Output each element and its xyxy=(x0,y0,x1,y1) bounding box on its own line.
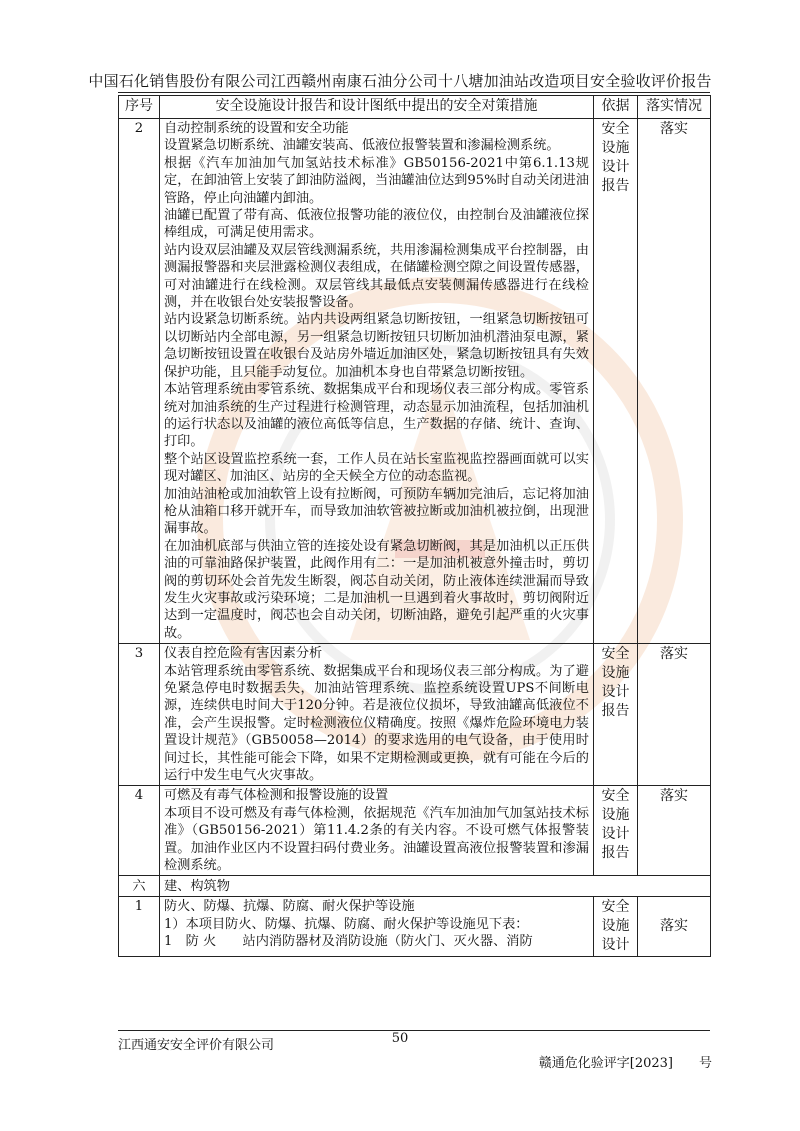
document-number: 赣通危化验评字[2023] 号 xyxy=(538,1056,712,1071)
table-header-row xyxy=(119,96,711,119)
paragraph: 1 防 火 站内消防器材及消防设施（防火门、灭火器、消防 xyxy=(164,934,533,950)
col-header-basis: 依据 xyxy=(594,96,638,119)
paragraph: 本项目不设可燃及有毒气体检测，依据规范《汽车加油加气加氢站技术标准》（GB50156-2021）第11.4.2条的有关内容。不设可燃气体报警装置。加油作业区内不设置扫码付费业务。油罐设置高液位报警装置和渗漏检测系统。 xyxy=(164,805,589,874)
table-row xyxy=(119,786,711,876)
table-row xyxy=(119,897,711,957)
row-number: 4 xyxy=(119,786,160,876)
col-header-measures: 安全设施设计报告和设计图纸中提出的安全对策措施 xyxy=(160,96,594,119)
paragraph: 设置紧急切断系统、油罐安装高、低液位报警装置和渗漏检测系统。 xyxy=(164,138,560,154)
table-row xyxy=(119,119,711,644)
safety-measures-table xyxy=(118,95,711,957)
paragraph: 在加油机底部与供油立管的连接处设有紧急切断阀，其是加油机以正压供油的可靠油路保护装置，此阀作用有二：一是加油机被意外撞击时，剪切阀的剪切环处会首先发生断裂，阀芯自动关闭，防止液体连续泄漏而导致发生火灾事故或污染环境；二是加油机一旦遇到着火事故时，剪切阀附近达到一定温度时，阀芯也会自动关闭，切断油路，避免引起严重的火灾事故。 xyxy=(164,538,589,641)
paragraph: 本站管理系统由零管系统、数据集成平台和现场仪表三部分构成。为了避免紧急停电时数据丢失，加油站管理系统、监控系统设置UPS不间断电源，连续供电时间大于120分钟。若是液位仪损坏，导致油罐高低液位不准，会产生误报警。定时检测液位仪精确度。按照《爆炸危险环境电力装置设计规范》（GB50058—2014）的要求选用的电气设备，由于使用时间过长，其性能可能会下降，如果不定期检测或更换，就有可能在今后的运行中发生电气火灾事故。 xyxy=(164,663,589,784)
status-cell: 落实 xyxy=(638,119,711,644)
col-header-no: 序号 xyxy=(119,96,160,119)
basis-cell: 安全设施设计 xyxy=(594,897,638,957)
paragraph: 自动控制系统的设置和安全功能 xyxy=(164,121,349,136)
footer-company: 江西通安安全评价有限公司 xyxy=(118,1038,275,1053)
paragraph: 根据《汽车加油加气加氢站技术标准》GB50156-2021中第6.1.13规定，在卸油管上安装了卸油防溢阀，当油罐油位达到95%时自动关闭进油管路，停止向油罐内卸油。 xyxy=(164,155,589,206)
page-header-title: 中国石化销售股份有限公司江西赣州南康石油分公司十八塘加油站改造项目安全验收评价报告 xyxy=(88,72,712,90)
paragraph: 防火、防爆、抗爆、防腐、耐火保护等设施 xyxy=(164,899,415,915)
paragraph: 本站管理系统由零管系统、数据集成平台和现场仪表三部分构成。零管系统对加油系统的生产过程进行检测管理，动态显示加油流程，包括加油机的运行状态以及油罐的液位高低等信息，生产数据的存储、统计、查询、打印。 xyxy=(164,382,589,450)
page-number: 50 xyxy=(391,1031,409,1046)
basis-cell: 安全设施设计报告 xyxy=(594,644,638,786)
measure-content xyxy=(160,786,594,876)
status-cell: 落实 xyxy=(638,644,711,786)
measure-content xyxy=(160,897,594,957)
paragraph: 可燃及有毒气体检测和报警设施的设置 xyxy=(164,788,389,804)
status-cell: 落实 xyxy=(638,786,711,876)
paragraph: 整个站区设置监控系统一套，工作人员在站长室监视监控器画面就可以实现对罐区、加油区、站房的全天候全方位的动态监视。 xyxy=(164,451,589,485)
table-row xyxy=(119,644,711,786)
paragraph: 仪表自控危险有害因素分析 xyxy=(164,646,323,662)
row-number: 1 xyxy=(119,897,160,957)
section-number: 六 xyxy=(119,876,160,897)
basis-cell: 安全设施设计报告 xyxy=(594,786,638,876)
paragraph: 1）本项目防火、防爆、抗爆、防腐、耐火保护等设施见下表： xyxy=(164,916,529,932)
measure-content xyxy=(160,644,594,786)
section-title: 建、构筑物 xyxy=(160,876,711,897)
row-number: 3 xyxy=(119,644,160,786)
basis-cell: 安全设施设计报告 xyxy=(594,119,638,644)
paragraph: 站内设双层油罐及双层管线测漏系统，共用渗漏检测集成平台控制器，由测漏报警器和夹层泄露检测仪表组成，在储罐检测空隙之间设置传感器，可对油罐进行在线检测。双层管线其最低点安装侧漏传感器进行在线检测，并在收银台处安装报警设备。 xyxy=(164,242,589,311)
status-cell: 落实 xyxy=(638,897,711,957)
paragraph: 站内设紧急切断系统。站内共设两组紧急切断按钮，一组紧急切断按钮可以切断站内全部电源，另一组紧急切断按钮只切断加油机潜油泵电源，紧急切断按钮设置在收银台及站房外墙近加油区处，紧急切断按钮具有失效保护功能，且只能手动复位。加油机本身也自带紧急切断按钮。 xyxy=(164,312,589,380)
header-rule xyxy=(118,92,710,93)
paragraph: 加油站油枪或加油软管上设有拉断阀，可预防车辆加完油后，忘记将加油枪从油箱口移开就开车，而导致加油软管被拉断或加油机被拉倒，出现泄漏事故。 xyxy=(164,486,589,537)
row-number: 2 xyxy=(119,119,160,644)
section-row xyxy=(119,876,711,897)
measure-content xyxy=(160,119,594,644)
paragraph: 油罐已配置了带有高、低液位报警功能的液位仪，由控制台及油罐液位探棒组成，可满足使用需求。 xyxy=(164,208,589,241)
col-header-status: 落实情况 xyxy=(638,96,711,119)
